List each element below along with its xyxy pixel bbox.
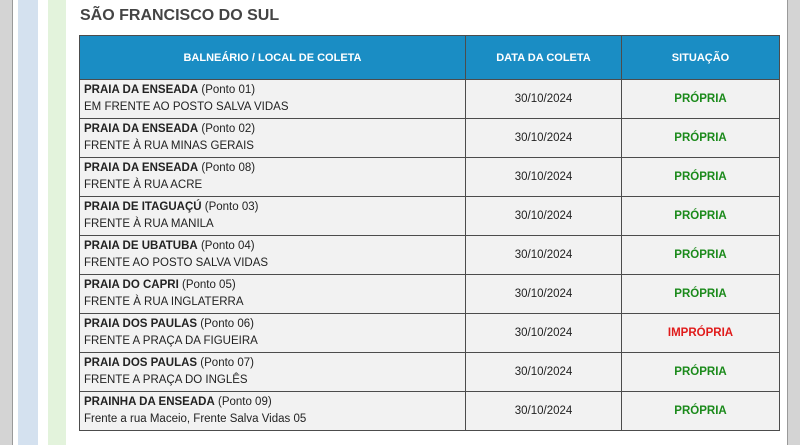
collection-date: 30/10/2024 [466,80,622,119]
location-cell [80,236,466,275]
status-badge: PRÓPRIA [622,275,780,314]
table-row [80,158,780,197]
column-header-date: DATA DA COLETA [466,36,622,80]
location-cell [80,158,466,197]
table-row [80,197,780,236]
status-badge: PRÓPRIA [622,158,780,197]
beach-name: PRAIA DE UBATUBA [84,240,198,252]
collection-location: FRENTE À RUA MANILA [84,218,214,230]
table-row [80,236,780,275]
collection-location: Frente a rua Maceio, Frente Salva Vidas 05 [84,413,307,425]
location-cell [80,353,466,392]
collection-location: EM FRENTE AO POSTO SALVA VIDAS [84,101,289,113]
point-label: (Ponto 06) [200,318,254,330]
table-row [80,353,780,392]
collection-location: FRENTE AO POSTO SALVA VIDAS [84,257,269,269]
collection-date: 30/10/2024 [466,236,622,275]
status-badge: PRÓPRIA [622,353,780,392]
point-label: (Ponto 01) [201,84,256,96]
point-label: (Ponto 05) [181,279,236,291]
status-badge: PRÓPRIA [622,80,780,119]
location-cell [80,314,466,353]
point-label: (Ponto 09) [217,396,272,408]
location-cell [80,275,466,314]
status-badge: PRÓPRIA [622,197,780,236]
collection-date: 30/10/2024 [466,314,622,353]
beach-name: PRAIA DA ENSEADA [84,84,199,96]
beach-name: PRAIA DOS PAULAS [84,357,198,369]
column-header-status: SITUAÇÃO [622,36,780,80]
collection-location: FRENTE À RUA ACRE [84,179,203,191]
point-label: (Ponto 03) [204,201,259,213]
left-gray-border [0,0,13,445]
collection-location: FRENTE A PRAÇA DO INGLÊS [84,374,248,386]
status-badge: PRÓPRIA [622,392,780,431]
collection-date: 30/10/2024 [466,197,622,236]
status-badge: PRÓPRIA [622,119,780,158]
table-row [80,392,780,431]
table-row [80,119,780,158]
location-cell [80,197,466,236]
beach-name: PRAIA DA ENSEADA [84,123,199,135]
point-label: (Ponto 02) [201,123,256,135]
left-blue-band [18,0,38,445]
collection-location: FRENTE A PRAÇA DA FIGUEIRA [84,335,258,347]
water-quality-table [79,35,780,431]
collection-date: 30/10/2024 [466,392,622,431]
location-cell [80,119,466,158]
location-cell [80,80,466,119]
section-title: SÃO FRANCISCO DO SUL [80,7,280,24]
right-gray-border [787,0,800,445]
beach-name: PRAIA DO CAPRI [84,279,179,291]
collection-date: 30/10/2024 [466,158,622,197]
collection-date: 30/10/2024 [466,275,622,314]
column-header-location: BALNEÁRIO / LOCAL DE COLETA [80,36,466,80]
status-badge: IMPRÓPRIA [622,314,780,353]
left-green-band [48,0,66,445]
status-badge: PRÓPRIA [622,236,780,275]
location-cell [80,392,466,431]
collection-location: FRENTE À RUA MINAS GERAIS [84,140,254,152]
table-row [80,275,780,314]
beach-name: PRAIA DOS PAULAS [84,318,198,330]
collection-date: 30/10/2024 [466,353,622,392]
collection-date: 30/10/2024 [466,119,622,158]
table-header-row [80,36,780,80]
table-row [80,314,780,353]
beach-name: PRAIA DA ENSEADA [84,162,199,174]
collection-location: FRENTE À RUA INGLATERRA [84,296,244,308]
point-label: (Ponto 08) [201,162,256,174]
table-row [80,80,780,119]
beach-name: PRAIA DE ITAGUAÇÚ [84,201,202,213]
point-label: (Ponto 07) [200,357,254,369]
point-label: (Ponto 04) [200,240,255,252]
beach-name: PRAINHA DA ENSEADA [84,396,215,408]
